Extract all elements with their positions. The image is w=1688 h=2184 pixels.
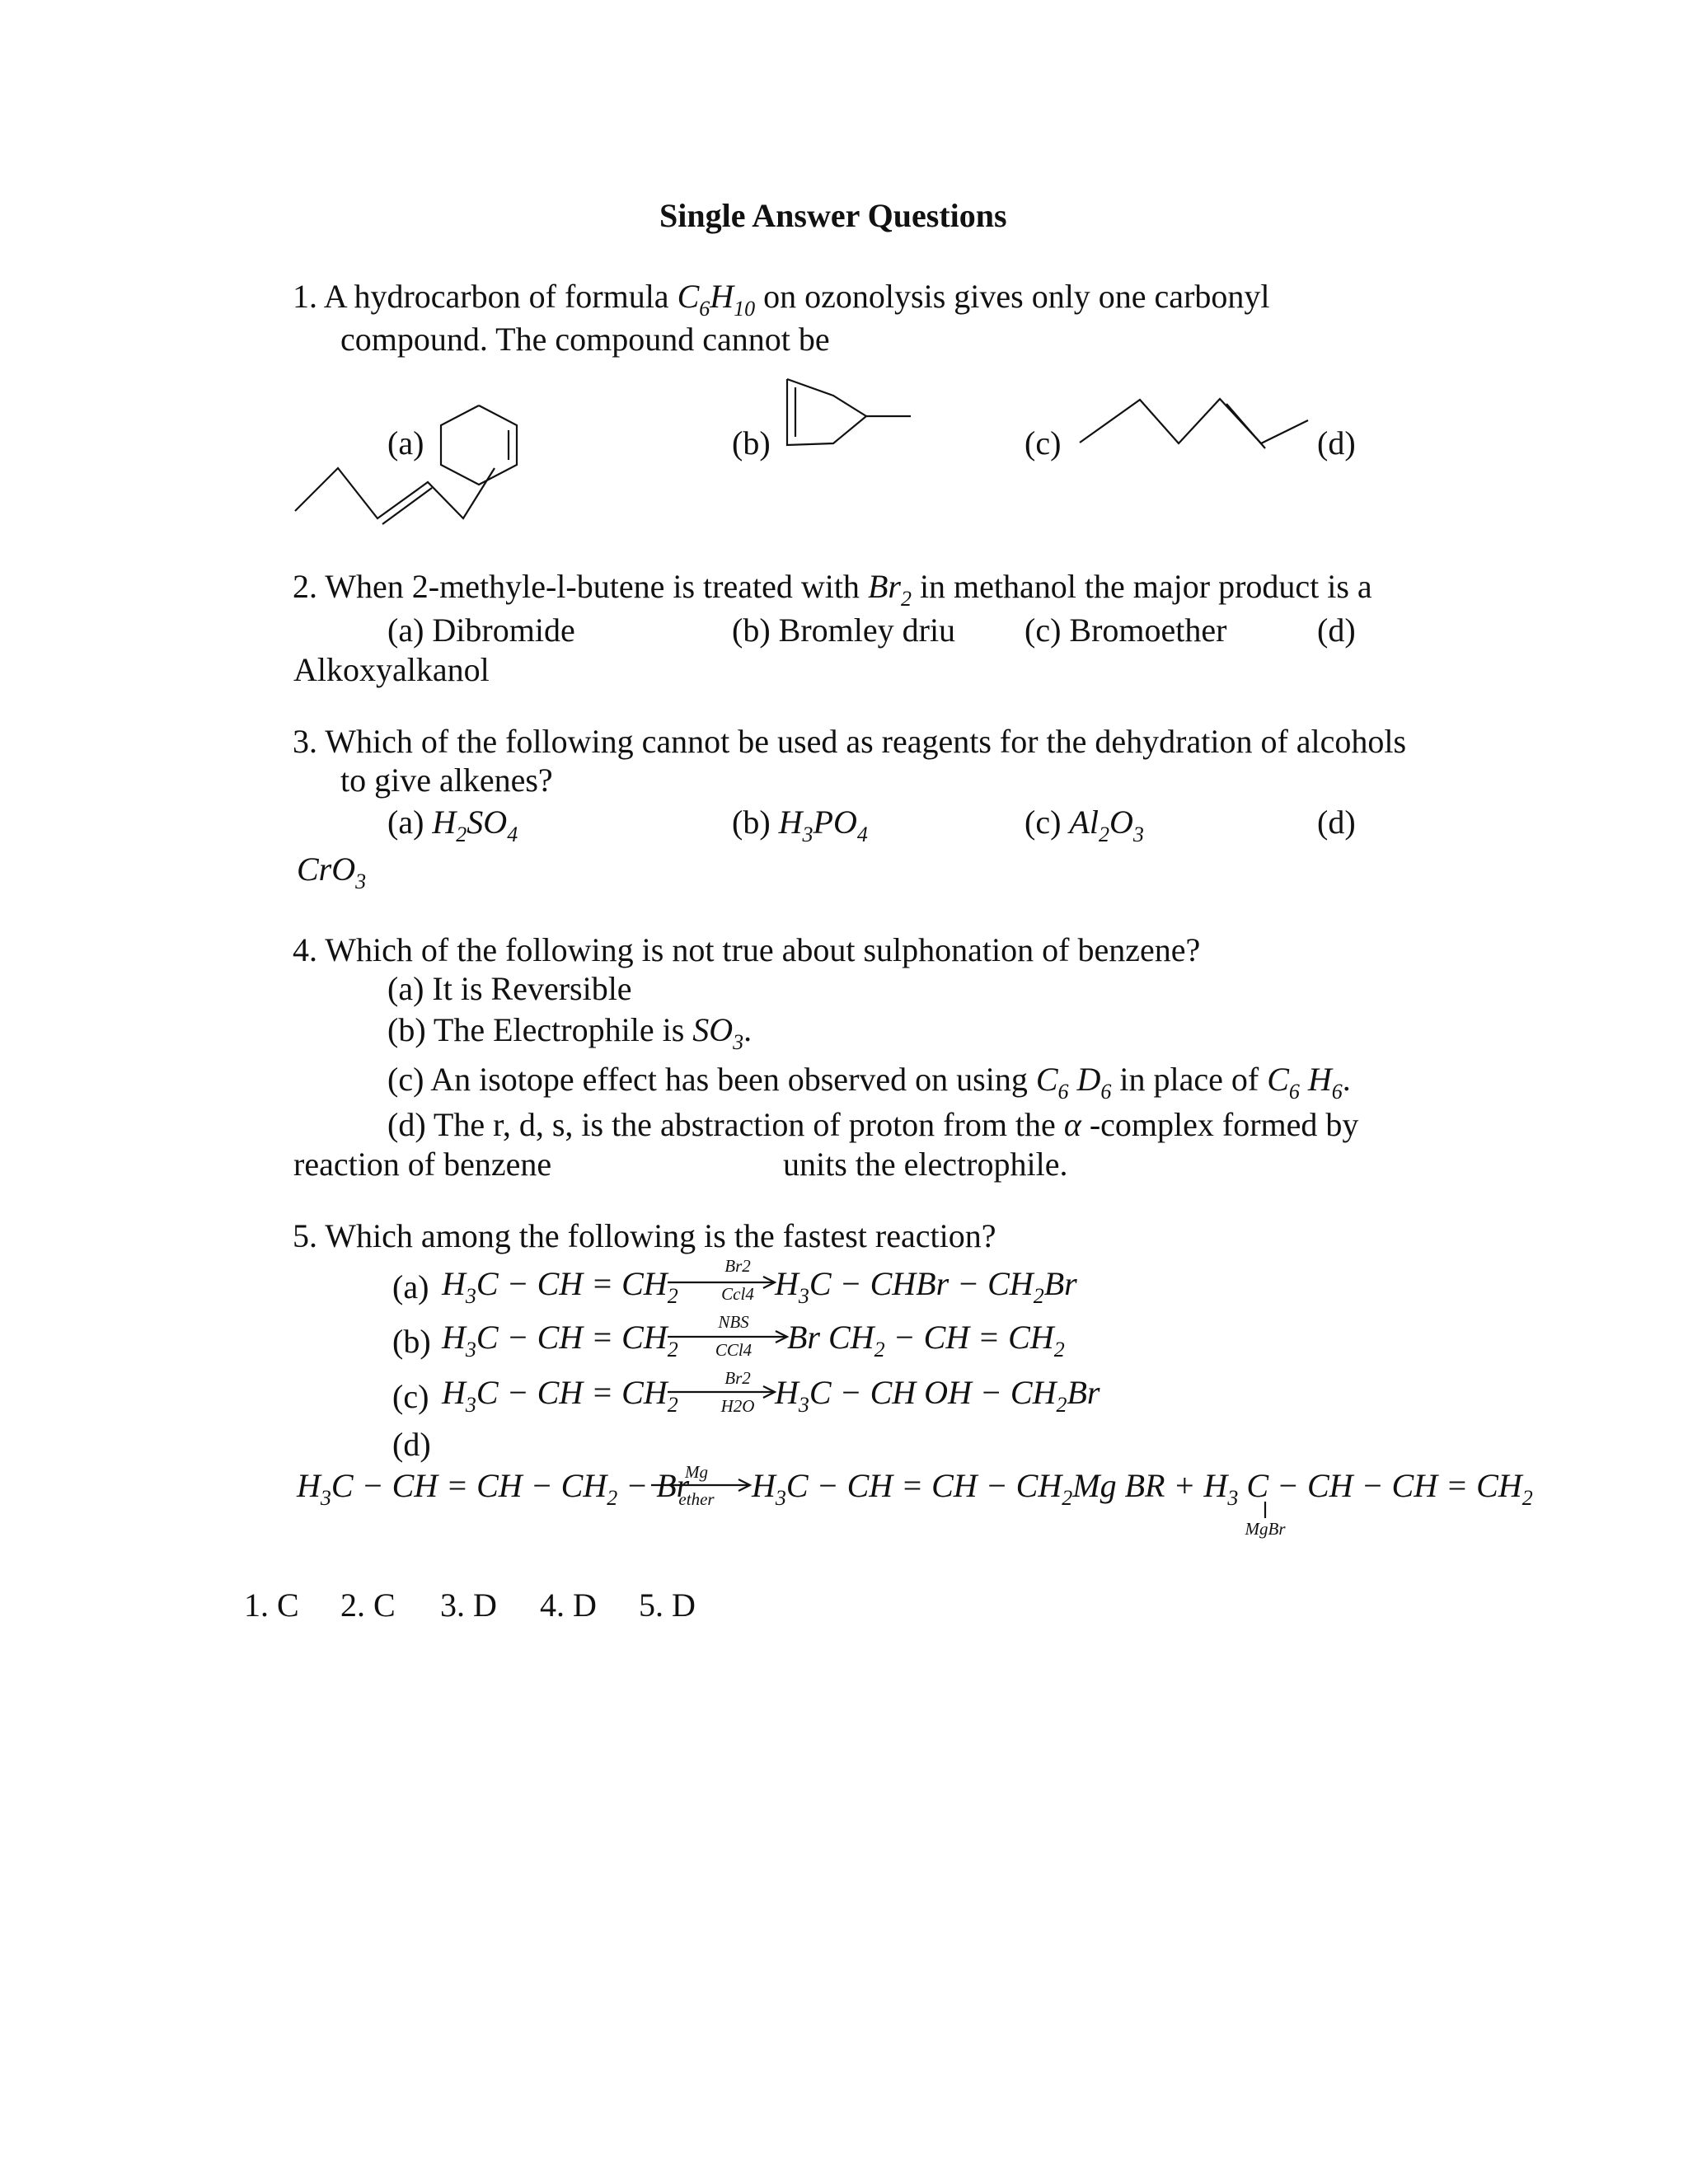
- q1-option-a-label: (a): [387, 424, 424, 462]
- q5-option-c-reactant: $H_3C$ − CH = $CH_2$: [442, 1374, 678, 1417]
- q3-option-a-label: (a): [387, 804, 424, 841]
- q3-line2: to give alkenes?: [340, 762, 553, 799]
- q5-option-a-reactant: $H_3C$ − CH = $CH_2$: [442, 1265, 678, 1308]
- q5-option-b-reagent-below: CCl4: [715, 1340, 753, 1360]
- answer-4: 4. D: [540, 1586, 597, 1624]
- q4-option-a: (a) It is Reversible: [387, 970, 632, 1007]
- q5-option-b-reagent-above: NBS: [718, 1312, 749, 1332]
- q2-option-d: (d): [1317, 612, 1356, 649]
- q5-option-d-substituent: MgBr: [1245, 1519, 1286, 1539]
- q1-formula: $C_6H_{10}$: [677, 278, 756, 321]
- q5-option-d-label: (d): [392, 1426, 431, 1463]
- q2-text-prefix: 2. When 2-methyle-l-butene is treated with: [293, 568, 868, 605]
- q4-option-c-formula2: $C_6$ $H_6$: [1267, 1061, 1343, 1104]
- q3-option-d-label: (d): [1317, 804, 1356, 841]
- q5-option-b-product: Br $CH_2$ − CH = $CH_2$: [787, 1319, 1065, 1361]
- q5-option-c-reagent-above: Br2: [724, 1368, 751, 1388]
- q4-option-b-formula: $SO_3$: [692, 1011, 744, 1054]
- q2-reagent: $Br_2$: [867, 568, 912, 611]
- q5-option-c-product: $H_3C$ − CH OH − $CH_2Br$: [775, 1374, 1100, 1417]
- q1-option-b-label: (b): [732, 424, 771, 462]
- reaction-arrow-b: [668, 1331, 787, 1343]
- q4-option-b-text: (b) The Electrophile is: [387, 1011, 693, 1048]
- q3-option-b-formula: $H_3PO_4$: [778, 804, 868, 846]
- q3-option-b-label: (b): [732, 804, 771, 841]
- q1-line2: compound. The compound cannot be: [340, 321, 830, 358]
- answer-3: 3. D: [440, 1586, 497, 1624]
- q3-option-c-label: (c): [1025, 804, 1062, 841]
- q5-option-b-reactant: $H_3C$ − CH = $CH_2$: [442, 1319, 678, 1361]
- q4-option-d-text: (d) The r, d, s, is the abstraction of proton from the: [387, 1106, 1064, 1143]
- q4-option-b-suffix: .: [743, 1011, 753, 1048]
- reaction-arrow-d: [651, 1479, 750, 1491]
- q2-option-c: (c) Bromoether: [1025, 612, 1227, 649]
- reaction-arrow-c: [668, 1386, 775, 1398]
- q5-option-d-reactant: $H_3C$ − CH = CH − $CH_2 - Br$: [297, 1467, 690, 1510]
- alpha-symbol: α: [1063, 1106, 1081, 1143]
- q1-option-c-label: (c): [1025, 424, 1062, 462]
- q2-text-suffix: in methanol the major product is a: [911, 568, 1372, 605]
- q5-option-d-reagent-above: Mg: [685, 1462, 708, 1482]
- q4-option-d-suffix: -complex formed by: [1081, 1106, 1359, 1143]
- page-title: Single Answer Questions: [659, 197, 1007, 234]
- answer-1: 1. C: [244, 1586, 299, 1624]
- q5-option-a-label: (a): [392, 1268, 429, 1305]
- q5-option-c-reagent-below: H2O: [720, 1396, 755, 1416]
- q4-option-c-mid: in place of: [1111, 1061, 1268, 1098]
- q1-option-d-label: (d): [1317, 424, 1356, 462]
- q5-option-c-label: (c): [392, 1378, 429, 1415]
- q4-line1: 4. Which of the following is not true about sulphonation of benzene?: [293, 931, 1201, 968]
- q4-option-c-formula1: $C_6$ $D_6$: [1035, 1061, 1112, 1104]
- q5-option-d-product: $H_3C$ − CH = CH − $CH_2Mg$ BR + $H_3$ C − CH − CH = $CH_2$: [752, 1467, 1533, 1510]
- q1-text-suffix: on ozonolysis gives only one carbonyl: [755, 278, 1270, 315]
- q4-option-d-line2b: units the electrophile.: [783, 1146, 1068, 1183]
- q2-option-b: (b) Bromley driu: [732, 612, 956, 649]
- q3-line1: 3. Which of the following cannot be used as reagents for the dehydration of alcohols: [293, 723, 1407, 760]
- answer-2: 2. C: [340, 1586, 396, 1624]
- q5-option-b-label: (b): [392, 1323, 431, 1360]
- q4-option-d-line2a: reaction of benzene: [293, 1146, 552, 1183]
- q3-option-a-formula: $H_2SO_4$: [432, 804, 518, 846]
- q5-option-a-reagent-above: Br2: [724, 1256, 751, 1276]
- q5-option-a-reagent-below: Ccl4: [721, 1284, 754, 1304]
- q5-line1: 5. Which among the following is the fastest reaction?: [293, 1217, 996, 1254]
- q3-option-d-formula: CrO$_3$: [297, 851, 367, 893]
- answer-5: 5. D: [639, 1586, 696, 1624]
- q1-text-prefix: 1. A hydrocarbon of formula: [293, 278, 678, 315]
- q5-option-d-reagent-below: ether: [678, 1489, 715, 1509]
- q5-option-a-product: $H_3C$ − CHBr − $CH_2Br$: [775, 1265, 1077, 1308]
- q3-option-c-formula: $Al_2O_3$: [1069, 804, 1144, 846]
- q4-option-c-text: (c) An isotope effect has been observed on using: [387, 1061, 1036, 1098]
- q2-option-a: (a) Dibromide: [387, 612, 575, 649]
- reaction-arrow-a: [668, 1277, 775, 1288]
- q4-option-c-suffix: .: [1342, 1061, 1351, 1098]
- q2-option-d-text: Alkoxyalkanol: [293, 651, 490, 688]
